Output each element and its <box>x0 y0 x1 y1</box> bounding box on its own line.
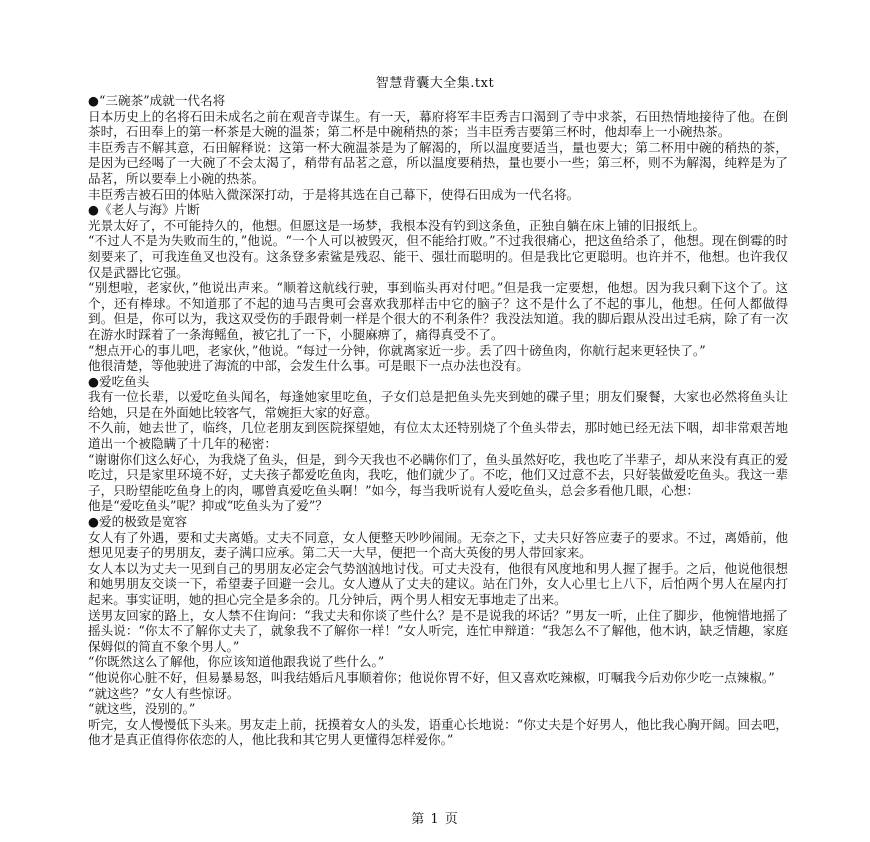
paragraph: “想点开心的事儿吧，老家伙，”他说。“每过一分钟，你就离家近一步。丢了四十磅鱼肉，你航行起来更轻快了。” <box>88 342 706 358</box>
paragraph: 不久前，她去世了，临终，几位老朋友到医院探望她，有位太太还特别烧了个鱼头带去，那时她已经无法下咽，却非常艰苦地道出一个被隐瞒了十几年的秘密： <box>88 420 788 452</box>
document-title: 智慧背囊大全集.txt <box>375 76 495 91</box>
paragraph: 送男友回家的路上，女人禁不住询问：“我丈夫和你谈了些什么？是不是说我的坏话？”男友一听，止住了脚步，他惋惜地摇了摇头说：“你太不了解你丈夫了，就象我不了解你一样！”女人听完，连忙申辩道：“我怎么不了解他，他木讷，缺乏情趣，家庭保姆似的简直不象个男人。” <box>88 607 788 654</box>
paragraph: “你既然这么了解他，你应该知道他跟我说了些什么。” <box>88 654 385 670</box>
section-heading-three-cups-of-tea: ●“三碗茶”成就一代名将 <box>88 93 226 108</box>
paragraph: “谢谢你们这么好心，为我烧了鱼头，但是，到今天我也不必瞒你们了，鱼头虽然好吃，我也吃了半辈子，却从来没有真正的爱吃过，只是家里环境不好，丈夫孩子都爱吃鱼肉，我吃，他们就少了。不吃，他们又过意不去，只好装做爱吃鱼头。我这一辈子，只盼望能吃鱼身上的肉，哪曾真爱吃鱼头啊！”如今，每当我听说有人爱吃鱼头，总会多看他几眼，心想： <box>88 451 788 498</box>
paragraph: “就这些，没别的。” <box>88 701 196 717</box>
paragraph: 我有一位长辈，以爱吃鱼头闻名，每逢她家里吃鱼，子女们总是把鱼头先夹到她的碟子里；朋友们聚餐，大家也必然将鱼头让给她，只是在外面她比较客气，常婉拒大家的好意。 <box>88 389 788 420</box>
paragraph: 女人有了外遇，要和丈夫离婚。丈夫不同意，女人便整天吵吵闹闹。无奈之下，丈夫只好答应妻子的要求。不过，离婚前，他想见见妻子的男朋友，妻子满口应承。第二天一大早，便把一个高大英俊的男人带回家来。 <box>88 529 788 561</box>
paragraph: “不过人不是为失败而生的，”他说。“一个人可以被毁灭，但不能给打败。”不过我很痛心，把这鱼给杀了，他想。现在倒霉的时刻要来了，可我连鱼叉也没有。这条登多索鲨是残忍、能干、强壮而聪明的。但是我比它更聪明。也许并不，他想。也许我仅仅是武器比它强。 <box>88 233 788 280</box>
section-heading-old-man-and-the-sea: ●《老人与海》片断 <box>88 202 200 218</box>
paragraph: 日本历史上的名将石田未成名之前在观音寺谋生。有一天，幕府将军丰臣秀吉口渴到了寺中求茶，石田热情地接待了他。在倒茶时，石田奉上的第一杯茶是大碗的温茶；第二杯是中碗稍热的茶；当丰臣秀吉要第三杯时，他却奉上一小碗热茶。 <box>88 108 788 140</box>
paragraph: “别想啦，老家伙，”他说出声来。“顺着这航线行驶，事到临头再对付吧。”但是我一定要想，他想。因为我只剩下这个了。这个，还有棒球。不知道那了不起的迪马吉奥可会喜欢我那样击中它的脑子？这不是什么了不起的事儿，他想。任何人都做得到。但是，你可以为，我这双受伤的手跟骨刺一样是个很大的不利条件？我没法知道。我的脚后跟从没出过毛病，除了有一次在游水时踩着了一条海鳐鱼，被它扎了一下，小腿麻痹了，痛得真受不了。 <box>88 280 788 342</box>
paragraph: 丰臣秀吉被石田的体贴入微深深打动，于是将其选在自己幕下，使得石田成为一代名将。 <box>88 186 580 202</box>
paragraph: 光景太好了，不可能持久的，他想。但愿这是一场梦，我根本没有钓到这条鱼，正独自躺在床上铺的旧报纸上。 <box>88 217 706 233</box>
page-number: 第 1 页 <box>411 812 459 827</box>
paragraph: 他是“爱吃鱼头”呢？抑或“吃鱼头为了爱”？ <box>88 498 328 514</box>
paragraph: 丰臣秀吉不解其意，石田解释说：这第一杯大碗温茶是为了解渴的，所以温度要适当，量也要大；第二杯用中碗的稍热的茶，是因为已经喝了一大碗了不会太渴了，稍带有品茗之意，所以温度要稍热，量也要小一些；第三杯，则不为解渴，纯粹是为了品茗，所以要奉上小碗的热茶。 <box>88 139 788 186</box>
document-body <box>88 93 788 748</box>
section-heading-tolerance: ●爱的极致是宽容 <box>88 514 188 530</box>
section-heading-fish-head: ●爱吃鱼头 <box>88 373 150 389</box>
paragraph: 他很清楚，等他驶进了海流的中部，会发生什么事。可是眼下一点办法也没有。 <box>88 358 529 374</box>
paragraph: “就这些？”女人有些惊讶。 <box>88 685 240 701</box>
paragraph: “他说你心脏不好，但易暴易怒，叫我结婚后凡事顺着你；他说你胃不好，但又喜欢吃辣椒，叮嘱我今后劝你少吃一点辣椒。” <box>88 669 775 685</box>
paragraph: 听完，女人慢慢低下头来。男友走上前，抚摸着女人的头发，语重心长地说：“你丈夫是个好男人，他比我心胸开阔。回去吧，他才是真正值得你依恋的人，他比我和其它男人更懂得怎样爱你。” <box>88 716 788 748</box>
paragraph: 女人本以为丈夫一见到自己的男朋友必定会气势汹汹地讨伐。可丈夫没有，他很有风度地和男人握了握手。之后，他说他很想和她男朋友交谈一下，希望妻子回避一会儿。女人遵从了丈夫的建议。站在门外，女人心里七上八下，后怕两个男人在屋内打起来。事实证明，她的担心完全是多余的。几分钟后，两个男人相安无事地走了出来。 <box>88 560 788 607</box>
